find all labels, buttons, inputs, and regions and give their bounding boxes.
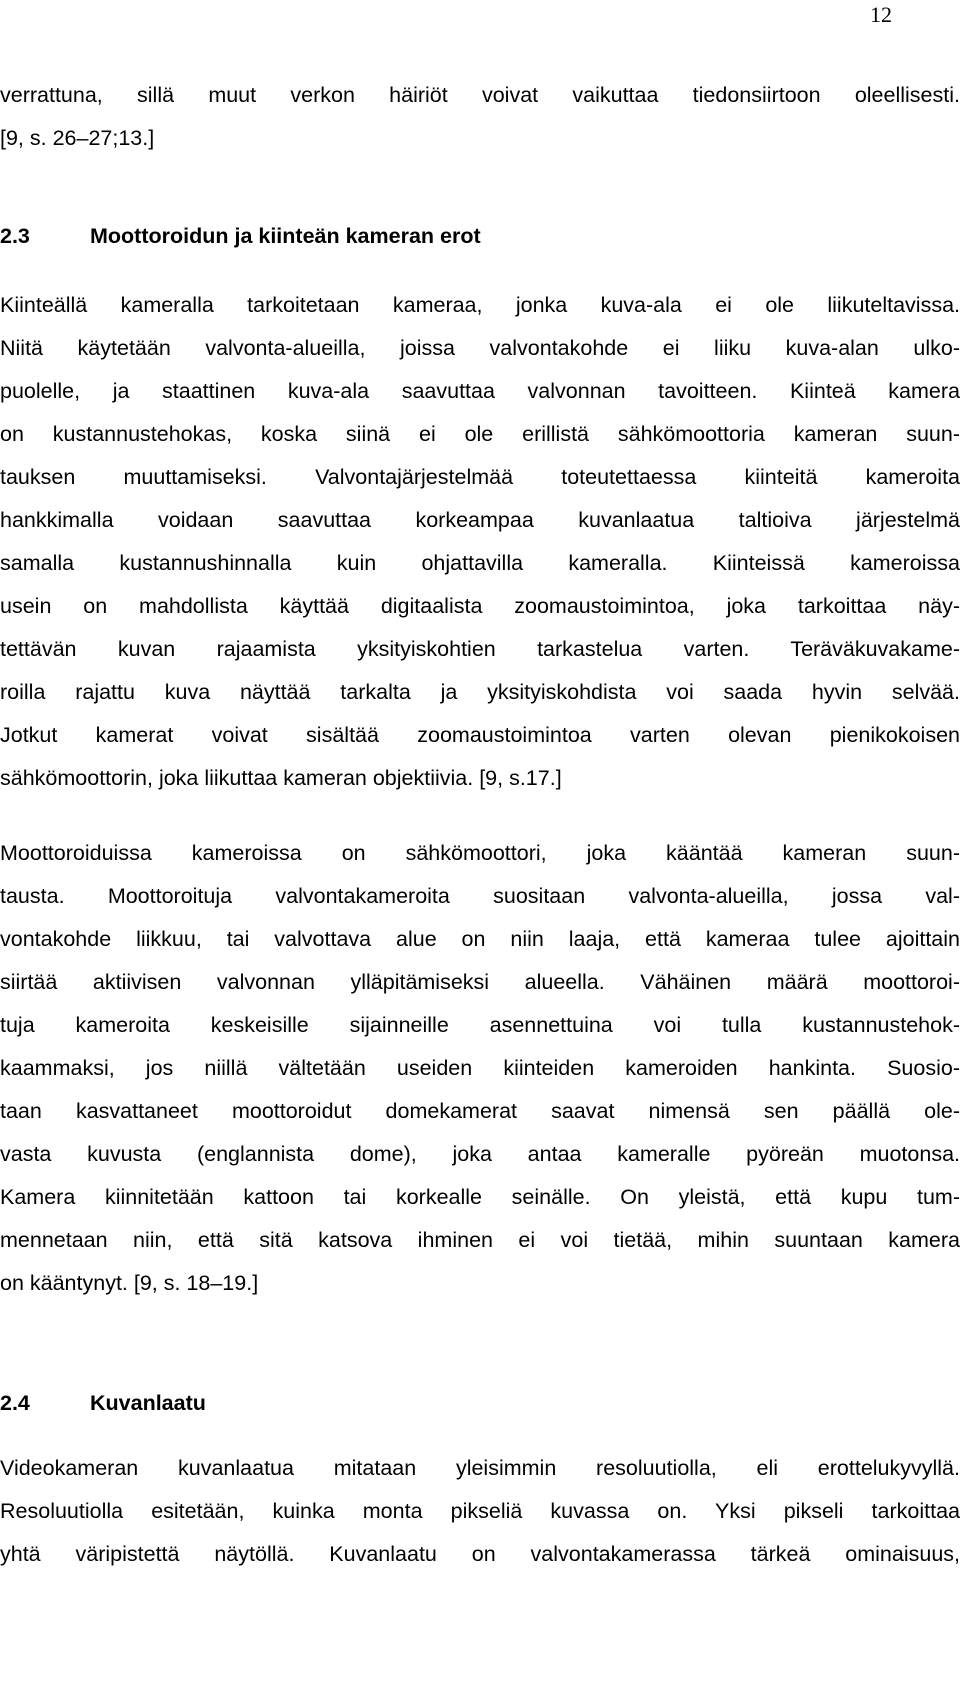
text-line: yhtä väripistettä näytöllä. Kuvanlaatu on valvontakamerassa tärkeä ominaisuus, (0, 1542, 960, 1566)
text-line: verrattuna, sillä muut verkon häiriöt voivat vaikuttaa tiedonsiirtoon oleellisesti. (0, 83, 960, 107)
section-heading-2-3 (0, 215, 481, 258)
text-line: hankkimalla voidaan saavuttaa korkeampaa kuvanlaatua taltioiva järjestelmä (0, 508, 960, 532)
text-line: taan kasvattaneet moottoroidut domekamerat saavat nimensä sen päällä ole- (0, 1099, 960, 1123)
text-line: Kamera kiinnitetään kattoon tai korkealle seinälle. On yleistä, että kupu tum- (0, 1185, 960, 1209)
intro-paragraph (0, 74, 960, 160)
text-line: mennetaan niin, että sitä katsova ihminen ei voi tietää, mihin suuntaan kamera (0, 1228, 960, 1252)
text-line: Videokameran kuvanlaatua mitataan yleisimmin resoluutiolla, eli erottelukyvyllä. (0, 1456, 960, 1480)
section-title: Moottoroidun ja kiinteän kameran erot (90, 224, 481, 248)
text-line: siirtää aktiivisen valvonnan ylläpitämiseksi alueella. Vähäinen määrä moottoroi- (0, 970, 960, 994)
text-line: kaammaksi, jos niillä vältetään useiden kiinteiden kameroiden hankinta. Suosio- (0, 1056, 960, 1080)
text-line: sähkömoottorin, joka liikuttaa kameran objektiivia. [9, s.17.] (0, 766, 562, 790)
text-line: tuja kameroita keskeisille sijainneille asennettuina voi tulla kustannustehok- (0, 1013, 960, 1037)
text-line: puolelle, ja staattinen kuva-ala saavuttaa valvonnan tavoitteen. Kiinteä kamera (0, 379, 960, 403)
text-line: Resoluutiolla esitetään, kuinka monta pikseliä kuvassa on. Yksi pikseli tarkoittaa (0, 1499, 960, 1523)
text-line: Kiinteällä kameralla tarkoitetaan kameraa, jonka kuva-ala ei ole liikuteltavissa. (0, 293, 960, 317)
text-line: Moottoroiduissa kameroissa on sähkömoottori, joka kääntää kameran suun- (0, 841, 960, 865)
text-line: on kääntynyt. [9, s. 18–19.] (0, 1271, 259, 1295)
body-paragraph (0, 284, 960, 800)
text-line: vontakohde liikkuu, tai valvottava alue on niin laaja, että kameraa tulee ajoittain (0, 927, 960, 951)
text-line: tettävän kuvan rajaamista yksityiskohtien tarkastelua varten. Teräväkuvakame- (0, 637, 960, 661)
text-line: Jotkut kamerat voivat sisältää zoomaustoimintoa varten olevan pienikokoisen (0, 723, 960, 747)
text-line: Niitä käytetään valvonta-alueilla, joissa valvontakohde ei liiku kuva-alan ulko- (0, 336, 960, 360)
text-line: tausta. Moottoroituja valvontakameroita suositaan valvonta-alueilla, jossa val- (0, 884, 960, 908)
text-line: samalla kustannushinnalla kuin ohjattavilla kameralla. Kiinteissä kameroissa (0, 551, 960, 575)
text-line: on kustannustehokas, koska siinä ei ole erillistä sähkömoottoria kameran suun- (0, 422, 960, 446)
text-line: vasta kuvusta (englannista dome), joka antaa kameralle pyöreän muotonsa. (0, 1142, 960, 1166)
section-title: Kuvanlaatu (90, 1391, 206, 1415)
section-number: 2.3 (0, 224, 30, 248)
page-number: 12 (870, 2, 892, 27)
text-line: usein on mahdollista käyttää digitaalista zoomaustoimintoa, joka tarkoittaa näy- (0, 594, 960, 618)
text-line: tauksen muuttamiseksi. Valvontajärjestelmää toteutettaessa kiinteitä kameroita (0, 465, 960, 489)
text-line: [9, s. 26–27;13.] (0, 126, 155, 150)
section-heading-2-4 (0, 1382, 206, 1425)
section-number: 2.4 (0, 1391, 30, 1415)
text-line: roilla rajattu kuva näyttää tarkalta ja yksityiskohdista voi saada hyvin selvää. (0, 680, 960, 704)
body-paragraph (0, 832, 960, 1305)
body-paragraph (0, 1447, 960, 1576)
